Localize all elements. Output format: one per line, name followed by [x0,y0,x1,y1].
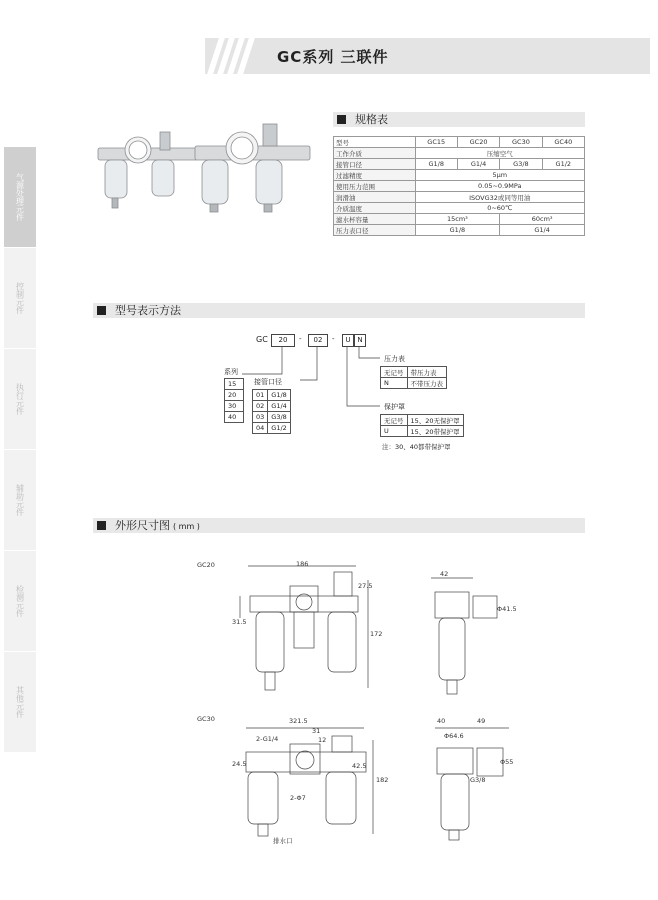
side-tabs [0,147,40,752]
code-dash: - [299,335,302,343]
gauge-label: 压力表 [384,355,405,363]
spec-header-row [334,137,585,148]
gc20-front-drawing [228,558,378,703]
spec-col-header: 型号 [334,137,416,148]
side-tab-2[interactable]: 控制元件 [4,248,36,349]
gc30-dim-d1: 40 [437,717,446,725]
spec-row: 压力表口径 G1/8 G1/4 [334,225,585,236]
gc30-dim-d2: 49 [477,717,486,725]
bullet-square-icon [337,115,346,124]
gc20-dim-1: 31.5 [232,618,247,626]
spec-section-title: 规格表 [355,113,388,126]
port-table: 01 G1/8 02 G1/4 03 G3/8 04 G1/2 [252,389,291,434]
gc30-label: GC30 [197,715,215,723]
gc20-width-total: 186 [296,560,309,568]
side-tab-1[interactable]: 气源处理元件 [4,147,36,248]
page-title: GC系列 三联件 [277,48,389,66]
gc20-dim-4: Φ41.5 [497,605,517,613]
product-photo [90,118,315,218]
gc30-front-drawing [228,722,383,847]
gc30-dim-d4: Φ55 [500,758,514,766]
page-header [205,38,650,74]
spec-col-header: GC30 [500,137,542,148]
guard-label: 保护罩 [384,403,405,411]
model-section-title: 型号表示方法 [115,304,181,317]
bullet-square-icon [97,306,106,315]
spec-col-header: GC15 [415,137,457,148]
gc30-dim-h1: 24.5 [232,760,247,768]
side-tab-4[interactable]: 辅助元件 [4,450,36,551]
gc30-drain: 排水口 [273,837,293,845]
spec-table [333,136,585,236]
spec-row: 润滑油 ISOVG32或同等用油 [334,192,585,203]
gc30-dim-d5: G3/8 [470,776,486,784]
gauge-table: 无记号 带压力表 N 不带压力表 [380,366,447,389]
spec-section-bar [333,112,585,127]
gc30-dim-d3: Φ64.6 [444,732,464,740]
gc30-port: 2-G1/4 [256,735,279,743]
spec-row: 接管口径 G1/8 G1/4 G3/8 G1/2 [334,159,585,170]
guard-table: 无记号 15、20无保护罩 U 15、20带保护罩 [380,414,464,437]
spec-col-header: GC40 [542,137,584,148]
gc30-dim-h2: 42.5 [352,762,367,770]
code-prefix: GC [256,335,268,344]
spec-row: 过滤精度 5μm [334,170,585,181]
code-box-series: 20 [271,334,295,347]
dims-section-bar [93,518,585,533]
series-label: 系列 [224,368,238,376]
model-section-bar [93,303,585,318]
model-code-diagram [220,334,460,464]
code-dash: - [332,335,335,343]
gc20-label: GC20 [197,561,215,569]
gc20-height-total: 172 [370,630,383,638]
side-tab-6[interactable]: 其他元件 [4,652,36,753]
side-tab-5[interactable]: 检测元件 [4,551,36,652]
gc20-side-drawing [425,572,515,697]
series-table: 15 20 30 40 [224,378,244,423]
gc30-dim-w3: 12 [318,736,327,744]
spec-row: 使用压力范围 0.05~0.9MPa [334,181,585,192]
side-tab-3[interactable]: 执行元件 [4,349,36,450]
dims-section-title: 外形尺寸图 [115,519,170,532]
gc20-dim-3: 42 [440,570,449,578]
spec-row: 工作介质 压缩空气 [334,148,585,159]
code-box-port: 02 [308,334,328,347]
code-box-gauge: N [354,334,366,347]
dims-section-unit: ( mm ) [173,522,200,531]
spec-row: 滤水杯容量 15cm³ 60cm³ [334,214,585,225]
gc30-width-total: 321.5 [289,717,308,725]
gc30-dim-w2: 31 [312,727,321,735]
spec-row: 介质温度 0~60℃ [334,203,585,214]
port-label: 接管口径 [254,378,282,386]
gc30-height-total: 182 [376,776,389,784]
guard-note: 注：30、40都带保护罩 [382,443,451,451]
code-box-guard: U [342,334,354,347]
gc30-hole: 2-Φ7 [290,794,306,802]
bullet-square-icon [97,521,106,530]
spec-col-header: GC20 [457,137,499,148]
gc20-dim-2: 27.5 [358,582,373,590]
